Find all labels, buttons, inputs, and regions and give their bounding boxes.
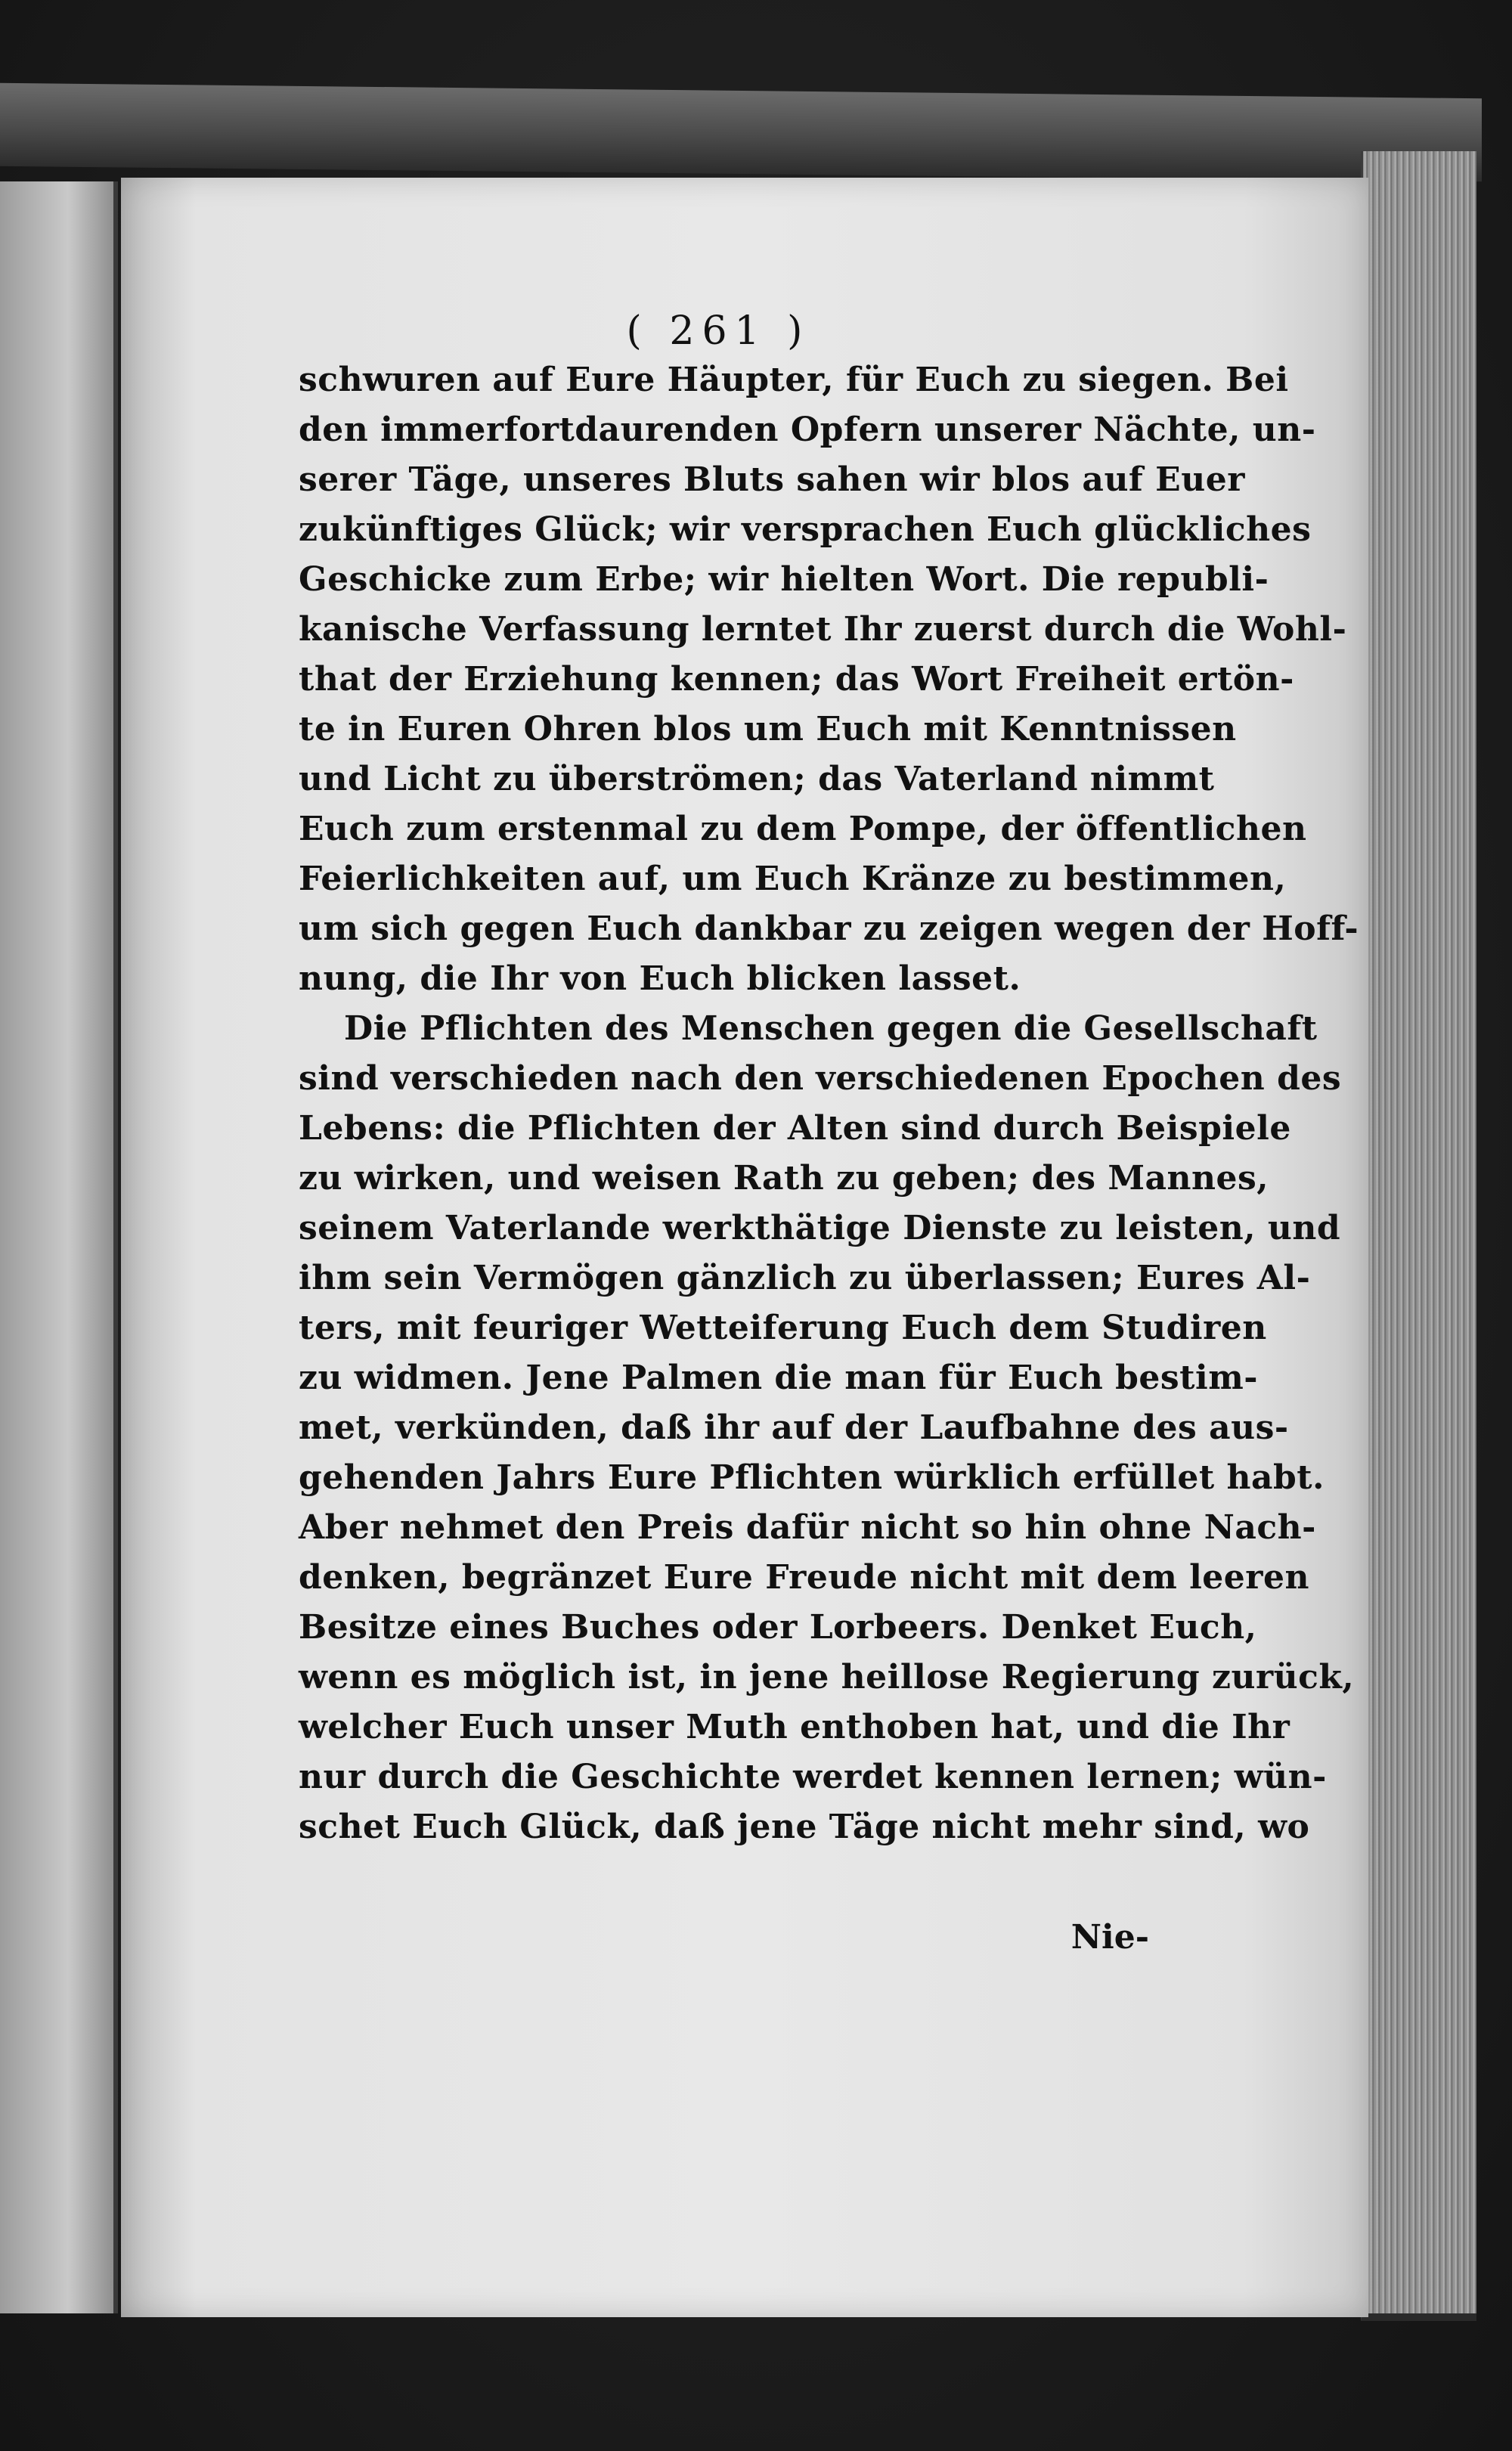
- text-line: Feierlichkeiten auf, um Euch Kränze zu bestimmen,: [299, 860, 1287, 898]
- text-line: Die Pflichten des Menschen gegen die Gesellschaft: [344, 1009, 1318, 1048]
- text-line: und Licht zu überströmen; das Vaterland nimmt: [299, 760, 1215, 798]
- text-line: zu wirken, und weisen Rath zu geben; des Mannes,: [299, 1159, 1269, 1198]
- facing-page-edge: [0, 181, 118, 2313]
- text-line: Besitze eines Buches oder Lorbeers. Denket Euch,: [299, 1608, 1257, 1647]
- text-line: Euch zum erstenmal zu dem Pompe, der öffentlichen: [299, 810, 1307, 848]
- text-line: Aber nehmet den Preis dafür nicht so hin ohne Nach-: [299, 1508, 1316, 1547]
- page-number: ( 261 ): [626, 308, 810, 354]
- text-line: ters, mit feuriger Wetteiferung Euch dem Studiren: [299, 1309, 1267, 1347]
- text-line: um sich gegen Euch dankbar zu zeigen wegen der Hoff-: [299, 909, 1359, 948]
- text-line: kanische Verfassung lerntet Ihr zuerst durch die Wohl-: [299, 610, 1347, 649]
- text-line: schet Euch Glück, daß jene Täge nicht mehr sind, wo: [299, 1808, 1310, 1846]
- text-line: sind verschieden nach den verschiedenen Epochen des: [299, 1059, 1342, 1098]
- text-line: welcher Euch unser Muth enthoben hat, und die Ihr: [299, 1708, 1290, 1746]
- text-line: wenn es möglich ist, in jene heillose Regierung zurück,: [299, 1658, 1355, 1696]
- text-line: den immerfortdaurenden Opfern unserer Nächte, un-: [299, 411, 1316, 449]
- text-line: Lebens: die Pflichten der Alten sind durch Beispiele: [299, 1109, 1291, 1148]
- text-line: ihm sein Vermögen gänzlich zu überlassen; Eures Al-: [299, 1259, 1311, 1297]
- text-line: denken, begränzet Eure Freude nicht mit dem leeren: [299, 1558, 1309, 1597]
- text-line: nur durch die Geschichte werdet kennen lernen; wün-: [299, 1758, 1327, 1796]
- text-line: that der Erziehung kennen; das Wort Freiheit ertön-: [299, 660, 1294, 699]
- text-line: serer Täge, unseres Bluts sahen wir blos auf Euer: [299, 460, 1245, 499]
- text-line: zukünftiges Glück; wir versprachen Euch glückliches: [299, 510, 1312, 549]
- text-line: seinem Vaterlande werkthätige Dienste zu leisten, und: [299, 1209, 1341, 1247]
- text-line: gehenden Jahrs Eure Pflichten würklich erfüllet habt.: [299, 1458, 1325, 1497]
- text-line: Geschicke zum Erbe; wir hielten Wort. Die republi-: [299, 560, 1269, 599]
- catchword: Nie-: [1070, 1918, 1149, 1957]
- text-line: schwuren auf Eure Häupter, für Euch zu siegen. Bei: [299, 361, 1289, 399]
- text-line: nung, die Ihr von Euch blicken lasset.: [299, 959, 1021, 998]
- text-line: zu widmen. Jene Palmen die man für Euch bestim-: [299, 1359, 1259, 1397]
- text-line: met, verkünden, daß ihr auf der Laufbahne des aus-: [299, 1408, 1289, 1447]
- book-cover-edge: [0, 83, 1482, 182]
- page-edges: [1361, 151, 1476, 2321]
- text-line: te in Euren Ohren blos um Euch mit Kenntnissen: [299, 710, 1237, 748]
